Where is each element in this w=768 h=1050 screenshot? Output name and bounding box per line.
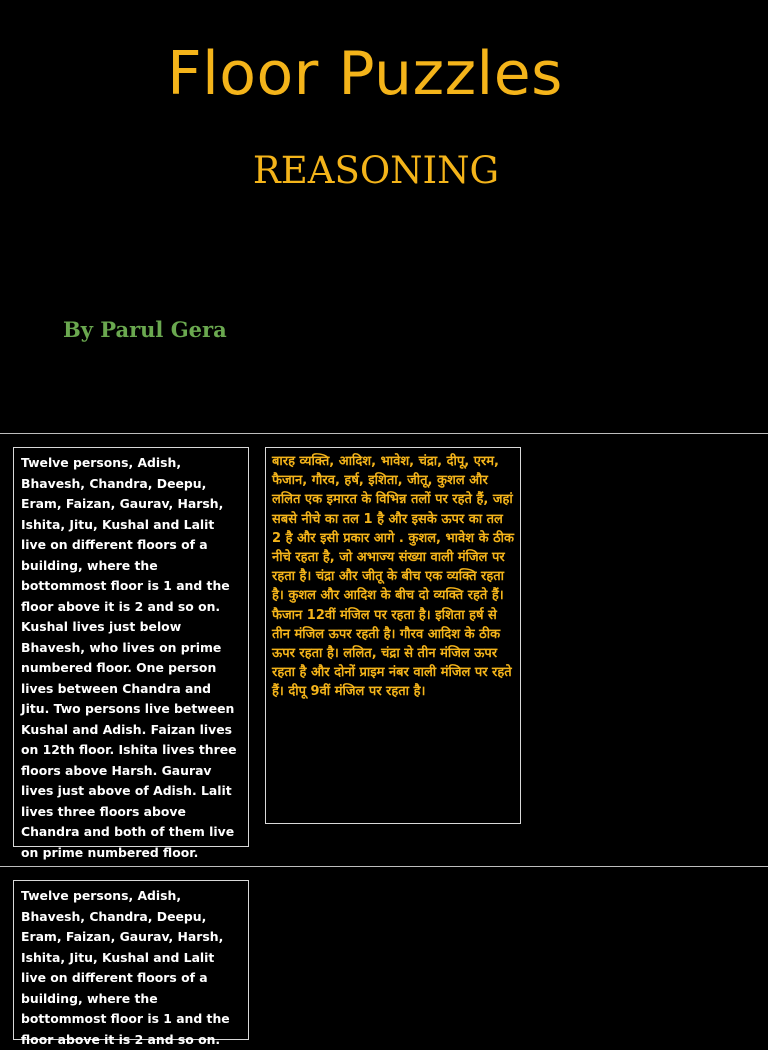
hindi-puzzle-text: बारह व्यक्ति, आदिश, भावेश, चंद्रा, दीपू, एरम, फैजान, गौरव, हर्ष, इशिता, जीतू, कुशल और ललित एक इमारत के विभिन्न तलों पर रहते हैं, जहां सबसे नीचे का तल 1 है और इसके ऊपर का तल 2 है और इसी प्रकार आगे . कुशल, भावेश के ठीक नीचे रहता है, जो अभाज्य संख्या वाली मंजिल पर रहता है। चंद्रा और जीतू के बीच एक व्यक्ति रहता है। कुशल और आदिश के बीच दो व्यक्ति रहते हैं। फैजान 12वीं मंजिल पर रहता है। इशिता हर्ष से तीन मंजिल ऊपर रहती है। गौरव आदिश के ठीक ऊपर रहता है। ललित, चंद्रा से तीन मंजिल ऊपर रहता है और दोनों प्राइम नंबर वाली मंजिल पर रहते हैं। दीपू 9वीं मंजिल पर रहता है। bbox=[265, 447, 521, 824]
presentation-subtitle: REASONING bbox=[252, 149, 500, 192]
presentation-title: Floor Puzzles bbox=[167, 39, 563, 109]
puzzle-slide-partial bbox=[0, 866, 768, 1047]
author-byline: By Parul Gera bbox=[63, 317, 227, 342]
english-puzzle-text-repeat: Twelve persons, Adish, Bhavesh, Chandra, Deepu, Eram, Faizan, Gaurav, Harsh, Ishita, Jitu, Kushal and Lalit live on different floors of a building, where the bottommost floor is 1 and the floor above it is 2 and so on. bbox=[13, 880, 249, 1040]
puzzle-slide bbox=[0, 433, 768, 866]
english-puzzle-text: Twelve persons, Adish, Bhavesh, Chandra, Deepu, Eram, Faizan, Gaurav, Harsh, Ishita, Jitu, Kushal and Lalit live on different floors of a building, where the bottommost floor is 1 and the floor above it is 2 and so on. Kushal lives just below Bhavesh, who lives on prime numbered floor. One person lives between Chandra and Jitu. Two persons live between Kushal and Adish. Faizan lives on 12th floor. Ishita lives three floors above Harsh. Gaurav lives just above of Adish. Lalit lives three floors above Chandra and both of them live on prime numbered floor. bbox=[13, 447, 249, 847]
title-slide bbox=[0, 0, 768, 432]
